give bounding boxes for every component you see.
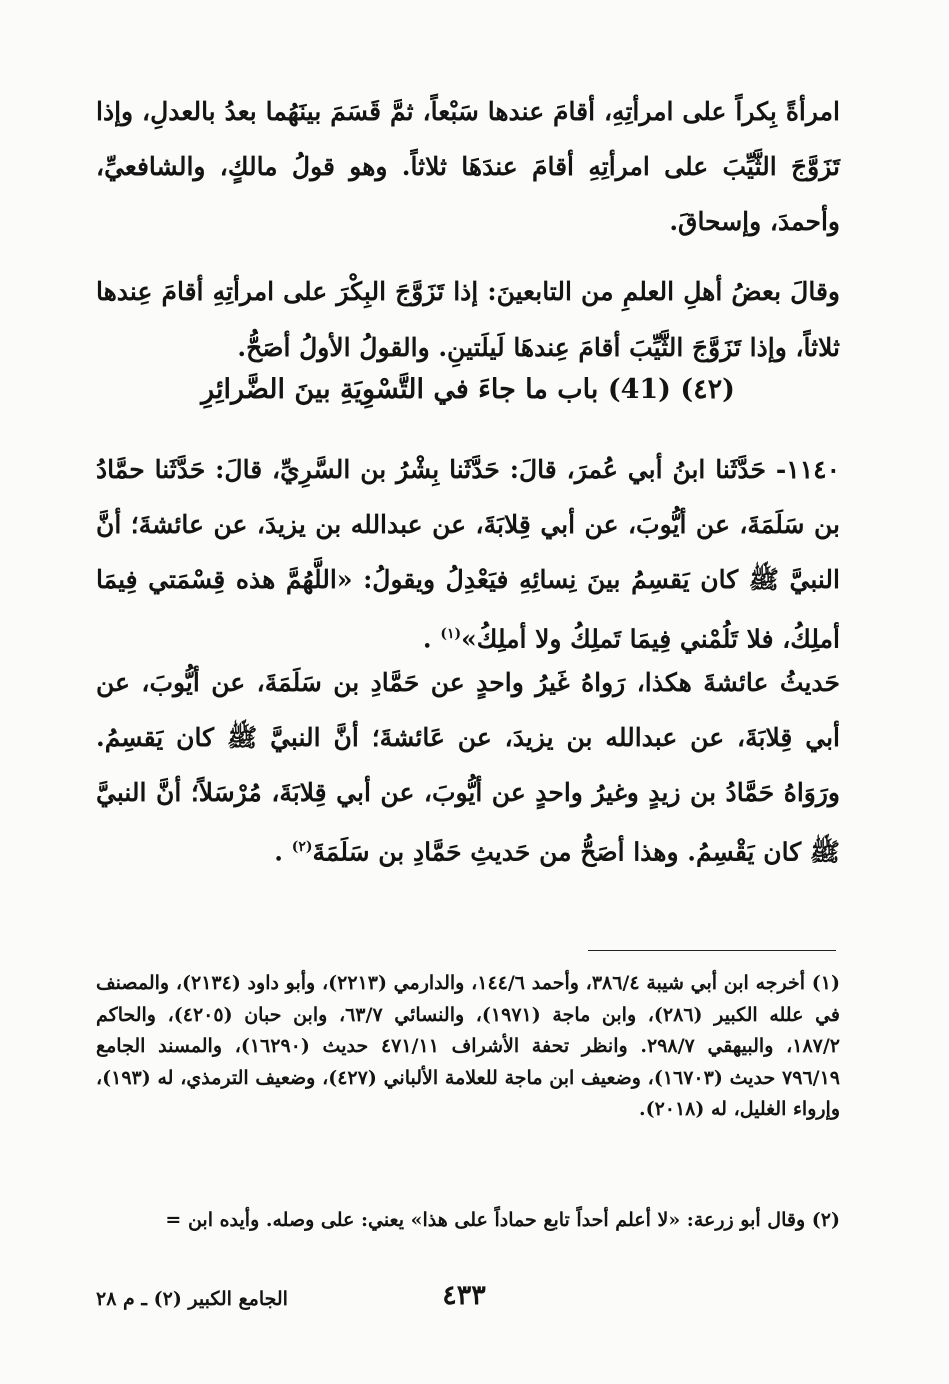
footnote-marker-2: (٢) [291,839,313,855]
commentary-paragraph [96,655,840,879]
footnote-2-text: وقال أبو زرعة: «لا أعلم أحداً تابع حماداً على هذا» يعني: على وصله. وأيده ابن = [165,1209,806,1231]
footnote-divider [588,950,836,951]
commentary-text: حَديثُ عائشةَ هكذا، رَواهُ غَيرُ واحدٍ عن حَمَّادِ بن سَلَمَةَ، عن أيُّوبَ، عن أبي قِلابَةَ، عن عبدالله بن يزيدَ، عن عَائشةَ؛ أنَّ النبيَّ ﷺ كان يَقسِمُ. ورَوَاهُ حَمَّادُ بن زيدٍ وغيرُ واحدٍ عن أيُّوبَ، عن أبي قِلابَةَ، مُرْسَلاً؛ أنَّ النبيَّ ﷺ كان يَقْسِمُ. وهذا أصَحُّ من حَديثِ حَمَّادِ بن سَلَمَةَ [96,668,840,867]
commentary-text-end: . [274,837,292,867]
footnote-1-number: (١) [811,972,840,994]
footnote-marker-1: (١) [440,626,462,642]
footer-reference: الجامع الكبير (٢) ـ م ٢٨ [96,1288,288,1310]
hadith-paragraph [96,442,840,666]
page-number: ٤٣٣ [442,1280,486,1311]
paragraph-2: وقالَ بعضُ أهلِ العلمِ من التابعينَ: إذا تَزَوَّجَ البِكْرَ على امرأتِهِ أقامَ عِندها ثلاثاً، وإذا تَزَوَّجَ الثَّيِّبَ أقامَ عِندهَا لَيلَتينِ. والقولُ الأولُ أصَحُّ. [96,277,840,362]
footnote-2-number: (٢) [811,1209,840,1231]
hadith-text-end: . [422,624,441,654]
footnote-2 [96,1205,840,1237]
footnote-1-text: أخرجه ابن أبي شيبة ٣٨٦/٤، وأحمد ١٤٤/٦، والدارمي (٢٢١٣)، وأبو داود (٢١٣٤)، والمصنف في علله الكبير (٢٨٦)، وابن ماجة (١٩٧١)، والنسائي ٦٣/٧، وابن حبان (٤٢٠٥)، والحاكم ١٨٧/٢، والبيهقي ٢٩٨/٧. وانظر تحفة الأشراف ٤٧١/١١ حديث (١٦٢٩٠)، والمسند الجامع ٧٩٦/١٩ حديث (١٦٧٠٣)، وضعيف ابن ماجة للعلامة الألباني (٤٢٧)، وضعيف الترمذي، له (١٩٣)، وإرواء الغليل، له (٢٠١٨). [96,972,840,1120]
hadith-text: ١١٤٠- حَدَّثَنا ابنُ أبي عُمرَ، قالَ: حَدَّثَنا بِشْرُ بن السَّرِيِّ، قالَ: حَدَّثَنا حمَّادُ بن سَلَمَةَ، عن أيُّوبَ، عن أبي قِلابَةَ، عن عبدالله بن يزيدَ، عن عائشةَ؛ أنَّ النبيَّ ﷺ كان يَقسِمُ بينَ نِسائِهِ فيَعْدِلُ ويقولُ: «اللَّهُمَّ هذه قِسْمَتي فِيمَا أملِكُ، فلا تَلُمْني فِيمَا تَملِكُ ولا أملِكُ» [96,455,840,654]
paragraph-1: امرأةً بِكراً على امرأتِهِ، أقامَ عندها سَبْعاً، ثمَّ قَسَمَ بينَهُما بعدُ بالعدلِ، وإذا تَزَوَّجَ الثَّيِّبَ على امرأتِهِ أقامَ عندَهَا ثلاثاً. وهو قولُ مالكٍ، والشافعيِّ، وأحمدَ، وإسحاقَ. [96,97,840,236]
chapter-heading: (٤٢) (41) باب ما جاءَ في التَّسْوِيَةِ بينَ الضَّرائِرِ [201,374,735,405]
footnote-1 [96,968,840,1126]
